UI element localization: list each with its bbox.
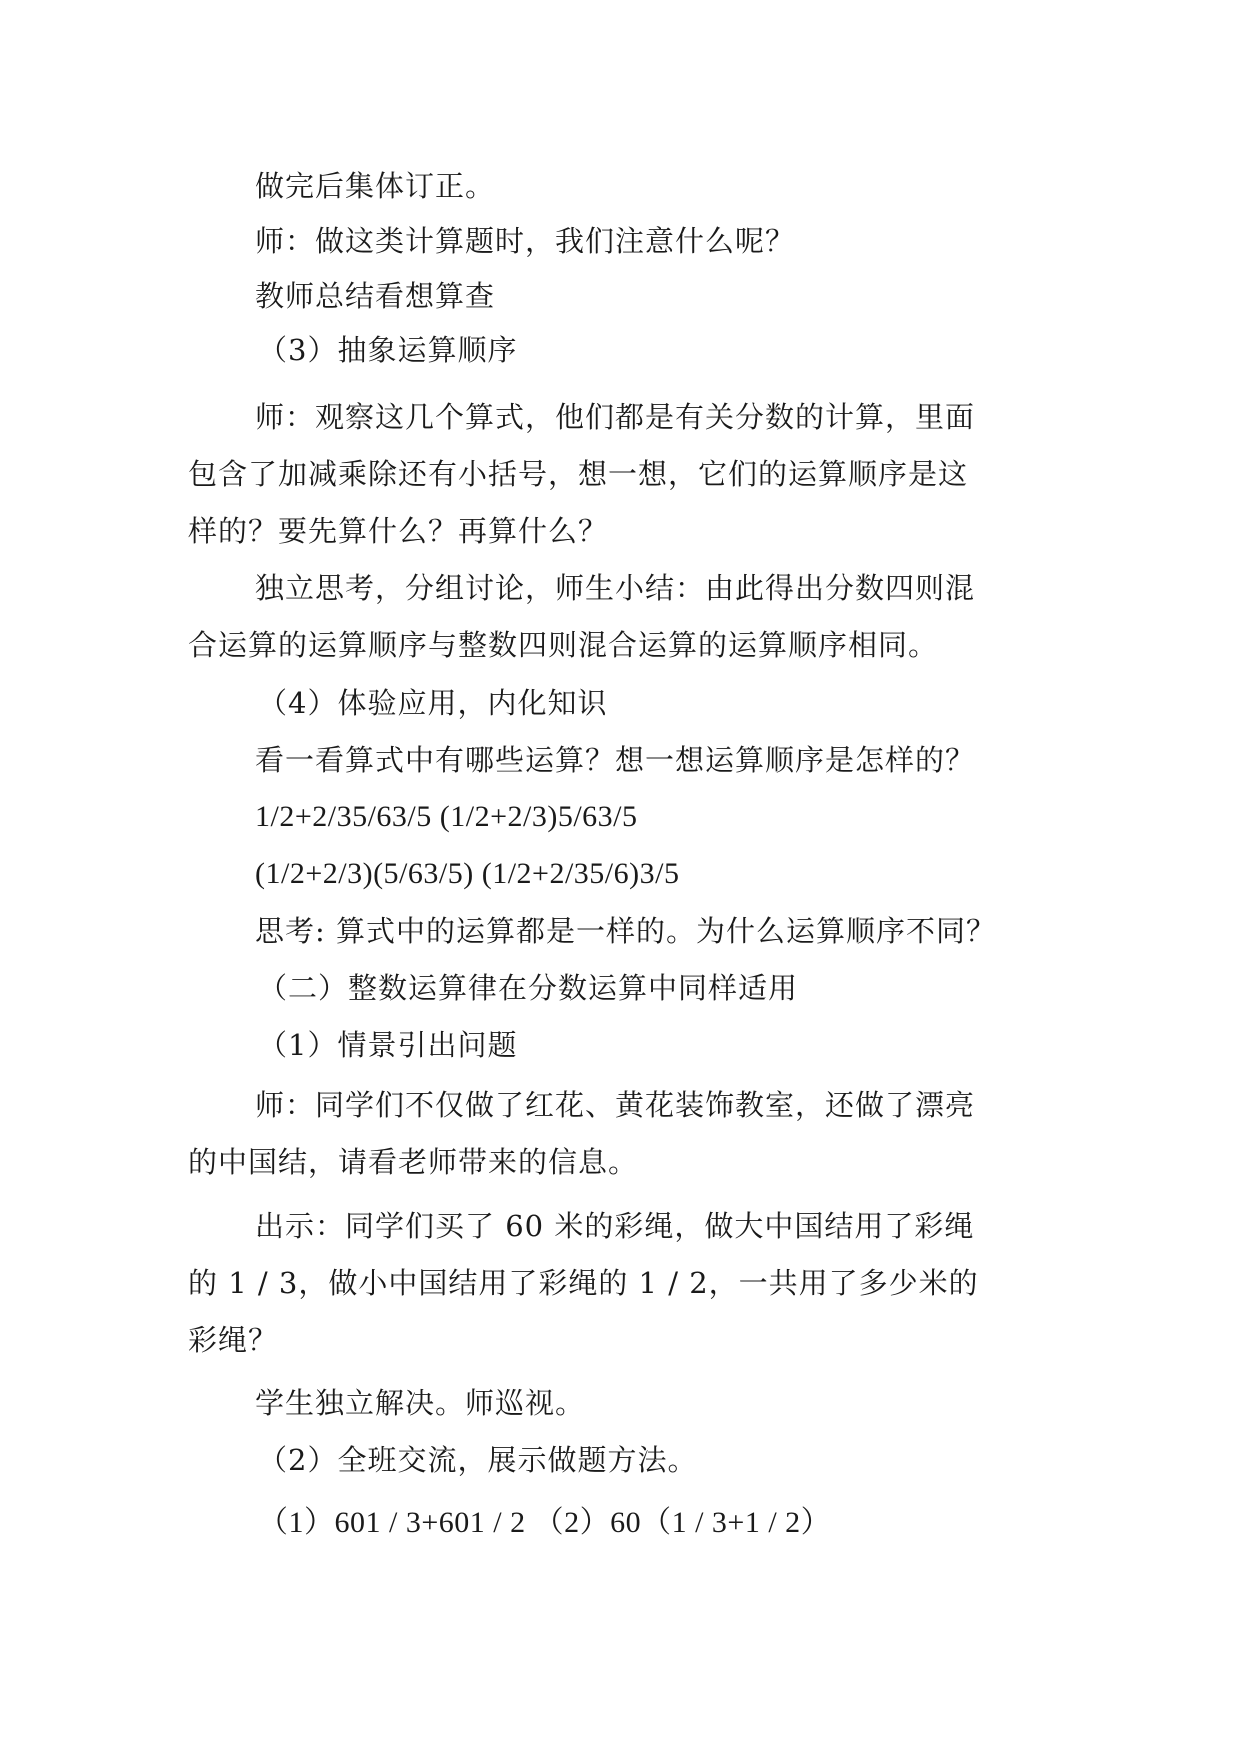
paragraph-line: 看一看算式中有哪些运算？想一想运算顺序是怎样的？ xyxy=(255,743,976,777)
paragraph-line: 思考: 算式中的运算都是一样的。为什么运算顺序不同？ xyxy=(255,914,996,948)
paragraph-line: 师：观察这几个算式，他们都是有关分数的计算，里面 xyxy=(255,400,976,434)
section-heading: （2）全班交流，展示做题方法。 xyxy=(258,1443,698,1477)
paragraph-line: 出示：同学们买了 60 米的彩绳，做大中国结用了彩绳 xyxy=(255,1209,975,1243)
paragraph-line: 做完后集体订正。 xyxy=(255,169,496,203)
paragraph-line: 包含了加减乘除还有小括号，想一想，它们的运算顺序是这 xyxy=(188,457,969,491)
section-heading: （4）体验应用，内化知识 xyxy=(258,686,608,720)
paragraph-line: 样的？要先算什么？再算什么？ xyxy=(188,514,609,548)
paragraph-line: 教师总结看想算查 xyxy=(255,279,496,313)
formula-line: (1/2+2/3)(5/63/5) (1/2+2/35/6)3/5 xyxy=(255,857,680,890)
formula-line: （1）601 / 3+601 / 2 （2）60（1 / 3+1 / 2） xyxy=(258,1506,832,1539)
paragraph-line: 彩绳？ xyxy=(188,1323,279,1357)
formula-line: 1/2+2/35/63/5 (1/2+2/3)5/63/5 xyxy=(255,800,638,833)
paragraph-line: 的 1 / 3，做小中国结用了彩绳的 1 / 2，一共用了多少米的 xyxy=(188,1266,979,1300)
section-heading: （1）情景引出问题 xyxy=(258,1028,518,1062)
paragraph-line: 合运算的运算顺序与整数四则混合运算的运算顺序相同。 xyxy=(188,628,939,662)
paragraph-line: 的中国结，请看老师带来的信息。 xyxy=(188,1145,639,1179)
paragraph-line: 学生独立解决。师巡视。 xyxy=(255,1386,586,1420)
paragraph-line: 师：同学们不仅做了红花、黄花装饰教室，还做了漂亮 xyxy=(255,1088,976,1122)
section-heading: （3）抽象运算顺序 xyxy=(258,333,518,367)
paragraph-line: 师：做这类计算题时，我们注意什么呢？ xyxy=(255,224,796,258)
paragraph-line: 独立思考，分组讨论，师生小结：由此得出分数四则混 xyxy=(255,571,976,605)
section-heading: （二）整数运算律在分数运算中同样适用 xyxy=(258,971,799,1005)
